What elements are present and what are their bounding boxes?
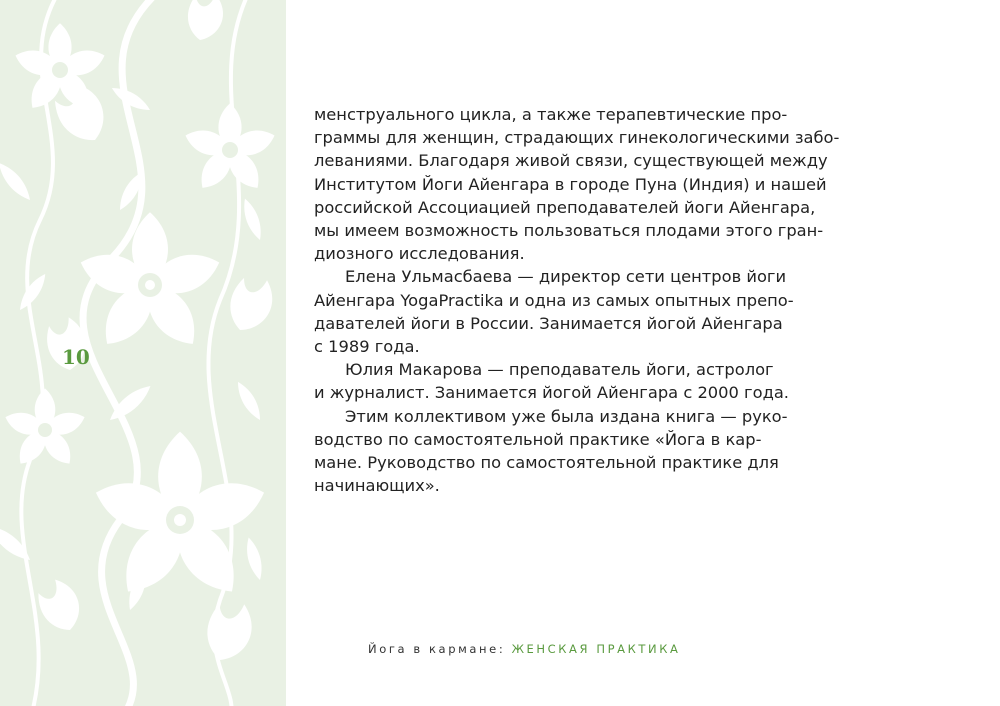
text-line: мы имеем возможность пользоваться плодами этого гран- <box>314 221 824 241</box>
text-line: Юлия Макарова — преподаватель йоги, астролог <box>345 360 774 380</box>
footer-subtitle: ЖЕНСКАЯ ПРАКТИКА <box>511 642 681 656</box>
text-line: Институтом Йоги Айенгара в городе Пуна (Индия) и нашей <box>314 174 827 194</box>
text-line: Айенгара YogaPractika и одна из самых опытных препо- <box>314 290 794 310</box>
text-line: и журналист. Занимается йогой Айенгара с 2000 года. <box>314 383 789 403</box>
text-line: Этим коллективом уже была издана книга — руко- <box>345 406 788 426</box>
text-line: леваниями. Благодаря живой связи, существующей между <box>314 151 828 171</box>
text-line: с 1989 года. <box>314 337 420 357</box>
text-line: диозного исследования. <box>314 244 525 264</box>
text-line: начинающих». <box>314 476 440 496</box>
text-line: Елена Ульмасбаева — директор сети центров йоги <box>345 267 787 287</box>
paragraph <box>314 103 924 265</box>
text-line: менструального цикла, а также терапевтические про- <box>314 105 788 124</box>
paragraph <box>314 265 924 358</box>
text-line: мане. Руководство по самостоятельной практике для <box>314 453 779 473</box>
floral-ornament-icon <box>0 0 286 706</box>
running-footer <box>368 642 680 656</box>
body-text <box>314 103 924 497</box>
paragraph <box>314 405 924 498</box>
floral-ornament-panel <box>0 0 286 706</box>
footer-book-title: Йога в кармане: <box>368 642 512 656</box>
text-line: водство по самостоятельной практике «Йога в кар- <box>314 429 762 449</box>
text-line: российской Ассоциацией преподавателей йоги Айенгара, <box>314 197 816 217</box>
paragraph <box>314 358 924 404</box>
page-number: 10 <box>62 345 90 369</box>
text-line: давателей йоги в России. Занимается йогой Айенгара <box>314 313 783 333</box>
text-line: граммы для женщин, страдающих гинекологическими забо- <box>314 128 840 148</box>
